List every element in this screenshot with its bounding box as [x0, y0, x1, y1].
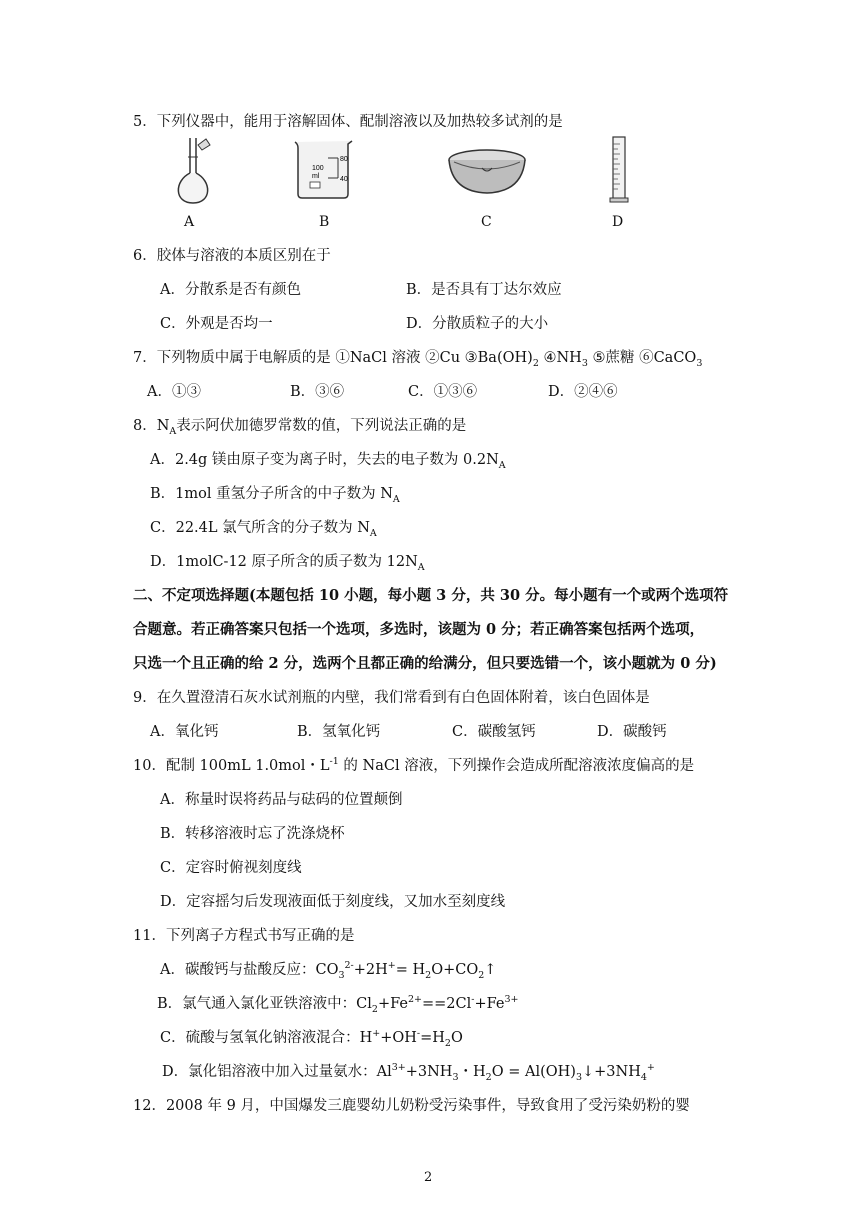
- q8-option-d: D．1molC-12 原子所含的质子数为 $12N_A$: [150, 554, 425, 573]
- fig-label-a: A: [184, 214, 195, 230]
- q11-option-c: C．硫酸与氢氧化钠溶液混合：$H^++OH^-=H_2O$: [160, 1028, 463, 1049]
- beaker-figure: [292, 138, 356, 202]
- q11-option-a: A．碳酸钙与盐酸反应：$CO_3^{2-}+2H^+=$ $H_2O+CO_2↑$: [160, 960, 497, 981]
- q10-option-d: D．定容摇匀后发现液面低于刻度线，又加水至刻度线: [160, 894, 506, 910]
- q8-option-b: B．1mol 重氢分子所含的中子数为 $N_A$: [150, 486, 400, 505]
- beaker-mark-40: 40: [340, 176, 348, 183]
- beaker-unit: ml: [312, 173, 320, 180]
- q11-option-b: B．氯气通入氯化亚铁溶液中：$Cl_2+Fe^{2+}==2Cl^-+Fe^{3+}$: [157, 994, 519, 1015]
- q10-option-b: B．转移溶液时忘了洗涤烧杯: [160, 826, 345, 842]
- evaporating-dish-figure: [446, 146, 528, 198]
- q6-option-b: B．是否具有丁达尔效应: [406, 282, 562, 298]
- q10-stem: 10．配制 100mL 1.0mol・$L^{-1}$ 的 NaCl 溶液，下列操作会造成所配溶液浓度偏高的是: [133, 756, 695, 774]
- q7-option-a: A．①③: [147, 384, 201, 400]
- q9-option-c: C．碳酸氢钙: [452, 724, 536, 740]
- q9-stem: 9．在久置澄清石灰水试剂瓶的内壁，我们常看到有白色固体附着，该白色固体是: [133, 690, 650, 706]
- beaker-mark-80: 80: [340, 156, 348, 163]
- section2-heading-line1: 二、不定项选择题(本题包括 10 小题，每小题 3 分，共 30 分。每小题有一个或两个选项符: [133, 587, 729, 604]
- q11-option-d: D．氯化铝溶液中加入过量氨水：$Al^{3+}+3NH_3$・$H_2O$ = $Al(OH)_3↓+3NH_4^+$: [162, 1062, 655, 1083]
- q10-option-a: A．称量时误将药品与砝码的位置颠倒: [160, 792, 403, 808]
- q6-stem: 6．胶体与溶液的本质区别在于: [133, 248, 331, 264]
- section2-heading-line2: 合题意。若正确答案只包括一个选项，多选时，该题为 0 分；若正确答案包括两个选项，: [133, 621, 705, 638]
- q9-option-d: D．碳酸钙: [597, 724, 667, 740]
- q5-stem: 5．下列仪器中，能用于溶解固体、配制溶液以及加热较多试剂的是: [133, 114, 563, 130]
- fig-label-d: D: [612, 214, 624, 230]
- q7-stem: 7．下列物质中属于电解质的是 ①NaCl 溶液 ②Cu $③Ba(OH)_2$ $④NH_3$ ⑤蔗糖 ⑥CaCO$_3$: [133, 350, 703, 369]
- graduated-cylinder-figure: [608, 134, 630, 206]
- q7-option-c: C．①③⑥: [408, 384, 478, 400]
- fig-label-b: B: [319, 214, 330, 230]
- q7-option-b: B．③⑥: [290, 384, 345, 400]
- q11-stem: 11．下列离子方程式书写正确的是: [133, 928, 355, 944]
- volumetric-flask-figure: [168, 135, 216, 207]
- beaker-volume: 100: [312, 165, 324, 172]
- q9-option-a: A．氧化钙: [150, 724, 219, 740]
- section2-heading-line3: 只选一个且正确的给 2 分，选两个且都正确的给满分，但只要选错一个，该小题就为 0 分): [133, 655, 717, 672]
- q6-option-d: D．分散质粒子的大小: [406, 316, 549, 332]
- q12-stem: 12．2008 年 9 月，中国爆发三鹿婴幼儿奶粉受污染事件，导致食用了受污染奶粉的婴: [133, 1098, 690, 1114]
- fig-label-c: C: [481, 214, 492, 230]
- q6-option-a: A．分散系是否有颜色: [160, 282, 301, 298]
- q8-option-c: C．22.4L 氯气所含的分子数为 $N_A$: [150, 520, 377, 539]
- q7-option-d: D．②④⑥: [548, 384, 618, 400]
- page-number: 2: [424, 1170, 433, 1185]
- q8-option-a: A．2.4g 镁由原子变为离子时，失去的电子数为 $0.2N_A$: [150, 452, 506, 471]
- q10-option-c: C．定容时俯视刻度线: [160, 860, 302, 876]
- q6-option-c: C．外观是否均一: [160, 316, 273, 332]
- q9-option-b: B．氢氧化钙: [297, 724, 381, 740]
- q8-stem: 8．$N_A$表示阿伏加德罗常数的值，下列说法正确的是: [133, 418, 467, 437]
